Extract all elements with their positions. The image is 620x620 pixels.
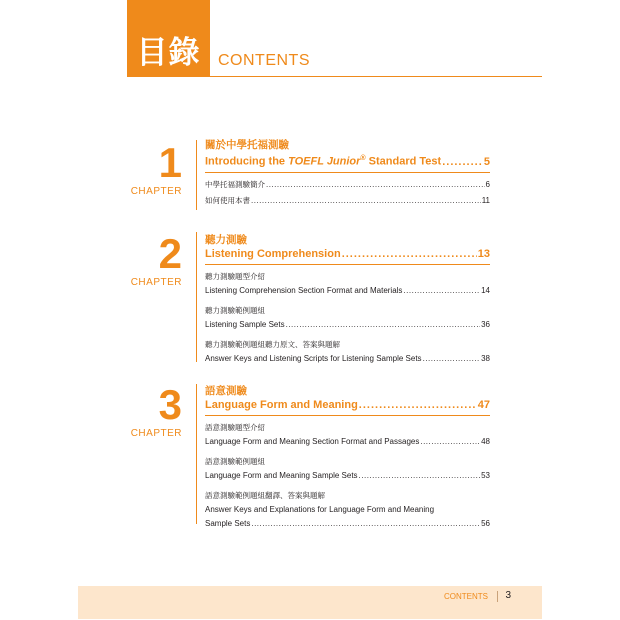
- chapter-3-section: [205, 384, 490, 531]
- header-rule: [127, 76, 542, 77]
- page-number: 5: [483, 155, 490, 168]
- chapter-label: CHAPTER: [130, 277, 182, 288]
- footer-page-number: 3: [505, 590, 511, 601]
- toc-entry[interactable]: 語意測驗題型介紹 Language Form and Meaning Section Format and Passages ..... 48: [205, 421, 490, 449]
- chapter-title-en[interactable]: Introducing the TOEFL Junior® Standard Test ..... 5: [205, 152, 490, 173]
- chapter-2-marker: [120, 230, 182, 288]
- toc-entry[interactable]: 聽力測驗題型介紹 Listening Comprehension Section Format and Materials ..... 14: [205, 270, 490, 298]
- chapter-1-section: [205, 138, 490, 208]
- page-number: 36: [481, 320, 490, 329]
- chapter-title-cn: 聽力測驗: [205, 234, 247, 246]
- chapter-divider: [196, 140, 197, 210]
- page-number: 11: [481, 195, 490, 205]
- chapter-1-marker: [120, 139, 182, 197]
- toc-entry[interactable]: 聽力測驗範例題組聽力原文、答案與題解 Answer Keys and Listening Scripts for Listening Sample Sets ..... 38: [205, 338, 490, 366]
- chapter-number: 2: [158, 230, 182, 277]
- chapter-title-cn: 關於中學托福測驗: [205, 139, 289, 151]
- chapter-number: 3: [158, 381, 182, 428]
- toc-entry[interactable]: 中學托福測驗簡介 ..... 6: [205, 178, 490, 192]
- page-title-cn: 目錄: [136, 35, 201, 71]
- page-number: 47: [477, 399, 490, 411]
- chapter-3-marker: [120, 381, 182, 439]
- chapter-title-cn: 語意測驗: [205, 385, 247, 397]
- page-number: 38: [481, 354, 490, 363]
- header-title-block: [127, 0, 210, 77]
- toc-entry[interactable]: 語意測驗範例題組翻譯、答案與題解 Answer Keys and Explanations for Language Form and Meaning Sample Sets ..... 56: [205, 489, 490, 531]
- page-number: 56: [481, 519, 490, 528]
- page-number: 6: [485, 179, 490, 189]
- chapter-divider: [196, 384, 197, 524]
- toc-entry[interactable]: 聽力測驗範例題組 Listening Sample Sets ..... 36: [205, 304, 490, 332]
- chapter-2-section: [205, 233, 490, 366]
- chapter-divider: [196, 232, 197, 362]
- chapter-title-en[interactable]: Listening Comprehension ..... 13: [205, 247, 490, 265]
- chapter-number: 1: [158, 139, 182, 186]
- chapter-label: CHAPTER: [130, 428, 182, 439]
- page-number: 53: [481, 471, 490, 480]
- footer-separator: [497, 591, 498, 602]
- page-number: 48: [481, 437, 490, 446]
- footer-label: CONTENTS: [444, 592, 488, 601]
- chapter-label: CHAPTER: [130, 186, 182, 197]
- page-number: 13: [477, 248, 490, 260]
- page-number: 14: [481, 286, 490, 295]
- page-title-en: CONTENTS: [218, 52, 310, 69]
- chapter-title-en[interactable]: Language Form and Meaning ..... 47: [205, 398, 490, 416]
- toc-entry[interactable]: 語意測驗範例題組 Language Form and Meaning Sample Sets ..... 53: [205, 455, 490, 483]
- page-footer: [78, 586, 542, 619]
- toc-entry[interactable]: 如何使用本書 ..... 11: [205, 194, 490, 208]
